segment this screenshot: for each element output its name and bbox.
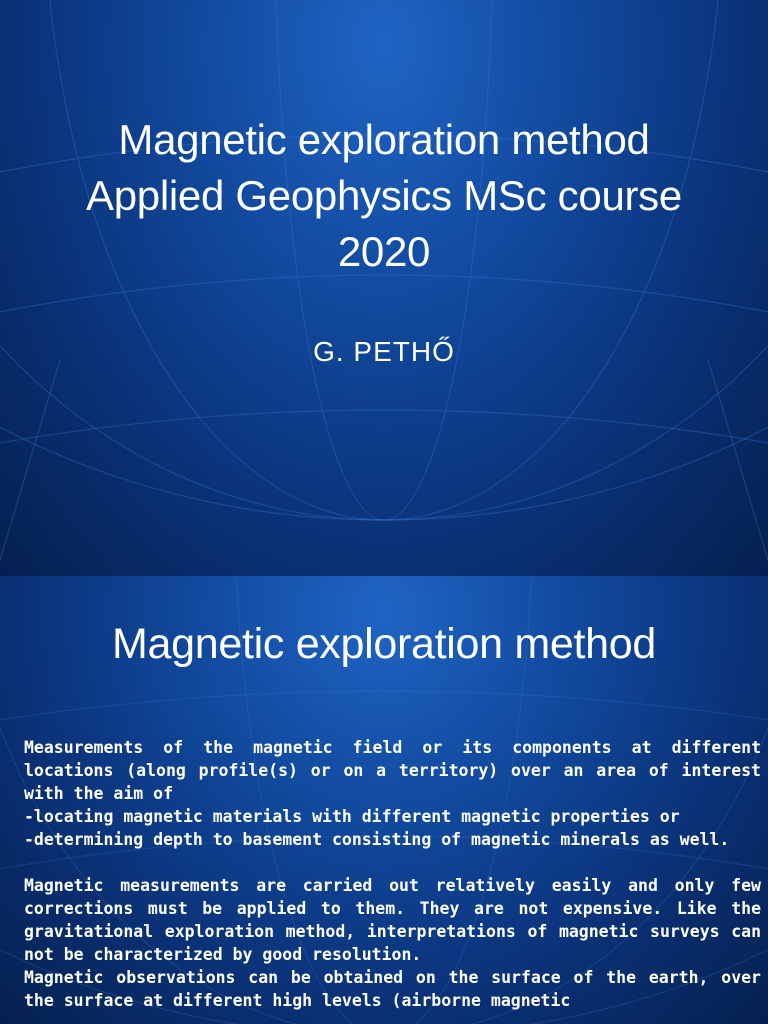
slide-title: Magnetic exploration method <box>111 620 657 668</box>
bullet-item: -locating magnetic materials with different magnetic properties or <box>24 807 680 826</box>
slide-body <box>24 736 761 1012</box>
paragraph-corrections: Magnetic measurements are carried out relatively easily and only few corrections must be applied to them. They are not expensive. Like the gravitational exploration method, interpretations of magnetic surveys can not be characterized by good resolution. <box>24 876 761 964</box>
bullet-item: -determining depth to basement consisting of magnetic minerals as well. <box>24 830 730 849</box>
slide-title <box>0 112 768 280</box>
author-name: G. PETHŐ <box>313 336 455 367</box>
paragraph-intro: Measurements of the magnetic field or its components at different locations (along profile(s) or on a territory) over an area of interest with the aim of <box>24 738 761 803</box>
content-slide <box>0 576 768 1024</box>
paragraph-spacer <box>24 851 761 874</box>
title-line-2: Applied Geophysics MSc course <box>86 172 682 219</box>
title-line-1: Magnetic exploration method <box>118 116 650 163</box>
title-line-3: 2020 <box>337 228 431 275</box>
paragraph-observations: Magnetic observations can be obtained on the surface of the earth, over the surface at different high levels (airborne magnetic <box>24 968 761 1010</box>
